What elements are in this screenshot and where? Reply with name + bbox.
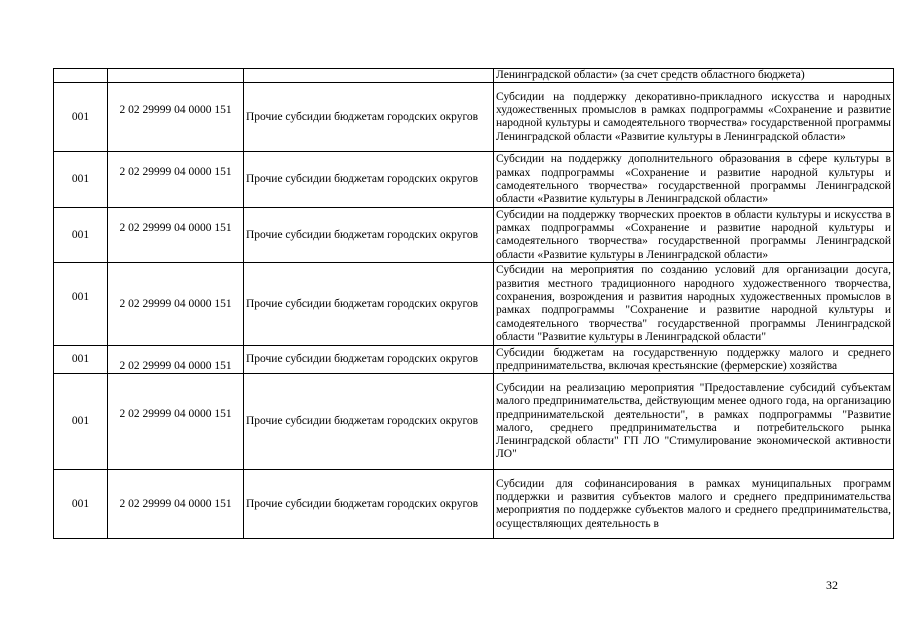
description-cell: Субсидии для софинансирования в рамках муниципальных программ поддержки и развития субъектов малого и среднего предпринимательства мероприятия по поддержке субъектов малого и среднего предпринимательства, осуществляющих деятельность в — [494, 470, 894, 539]
code-cell: 001 — [54, 83, 108, 152]
table-row — [54, 208, 894, 263]
table-row — [54, 263, 894, 346]
table-row — [54, 470, 894, 539]
type-cell: Прочие субсидии бюджетам городских округов — [244, 263, 494, 346]
description-cell: Ленинградской области» (за счет средств областного бюджета) — [494, 69, 894, 83]
type-cell: Прочие субсидии бюджетам городских округов — [244, 374, 494, 470]
type-cell: Прочие субсидии бюджетам городских округов — [244, 346, 494, 374]
description-cell: Субсидии на поддержку дополнительного образования в сфере культуры в рамках подпрограммы «Сохранение и развитие народной культуры и самодеятельного творчества» государственной программы Ленинградской области «Развитие культуры в Ленинградской области» — [494, 152, 894, 208]
budget-table — [53, 68, 894, 539]
kbk-cell: 2 02 29999 04 0000 151 — [108, 346, 244, 374]
type-cell: Прочие субсидии бюджетам городских округов — [244, 470, 494, 539]
type-cell: Прочие субсидии бюджетам городских округов — [244, 152, 494, 208]
table-row — [54, 69, 894, 83]
code-cell: 001 — [54, 263, 108, 346]
code-cell: 001 — [54, 208, 108, 263]
page-number: 32 — [826, 578, 838, 592]
code-cell: 001 — [54, 346, 108, 374]
code-cell: 001 — [54, 374, 108, 470]
description-cell: Субсидии бюджетам на государственную поддержку малого и среднего предпринимательства, включая крестьянские (фермерские) хозяйства — [494, 346, 894, 374]
table-row — [54, 374, 894, 470]
description-cell: Субсидии на реализацию мероприятия "Предоставление субсидий субъектам малого предпринимательства, действующим менее одного года, на организацию предпринимательской деятельности", в рамках подпрограммы "Развитие малого, среднего предпринимательства и потребительского рынка Ленинградской области" ГП ЛО "Стимулирование экономической активности ЛО" — [494, 374, 894, 470]
table-row — [54, 83, 894, 152]
type-cell: Прочие субсидии бюджетам городских округов — [244, 208, 494, 263]
description-cell: Субсидии на мероприятия по созданию условий для организации досуга, развития местного традиционного народного художественного творчества, сохранения, возрождения и развития народных художественных промыслов в рамках подпрограммы "Сохранение и развитие народной культуры и самодеятельного творчества" государственной программы Ленинградской области "Развитие культуры в Ленинградской области" — [494, 263, 894, 346]
code-cell: 001 — [54, 152, 108, 208]
type-cell: Прочие субсидии бюджетам городских округов — [244, 83, 494, 152]
kbk-cell: 2 02 29999 04 0000 151 — [108, 374, 244, 470]
description-cell: Субсидии на поддержку творческих проектов в области культуры и искусства в рамках подпрограммы «Сохранение и развитие народной культуры и самодеятельного творчества» государственной программы Ленинградской области «Развитие культуры в Ленинградской области» — [494, 208, 894, 263]
type-cell — [244, 69, 494, 83]
code-cell: 001 — [54, 470, 108, 539]
kbk-cell: 2 02 29999 04 0000 151 — [108, 470, 244, 539]
code-cell — [54, 69, 108, 83]
kbk-cell: 2 02 29999 04 0000 151 — [108, 152, 244, 208]
kbk-cell: 2 02 29999 04 0000 151 — [108, 208, 244, 263]
kbk-cell — [108, 69, 244, 83]
kbk-cell: 2 02 29999 04 0000 151 — [108, 83, 244, 152]
table-row — [54, 346, 894, 374]
table-row — [54, 152, 894, 208]
description-cell: Субсидии на поддержку декоративно-прикладного искусства и народных художественных промыслов в рамках подпрограммы «Сохранение и развитие народной культуры и самодеятельного творчества» государственной программы Ленинградской области «Развитие культуры в Ленинградской области» — [494, 83, 894, 152]
kbk-cell: 2 02 29999 04 0000 151 — [108, 263, 244, 346]
